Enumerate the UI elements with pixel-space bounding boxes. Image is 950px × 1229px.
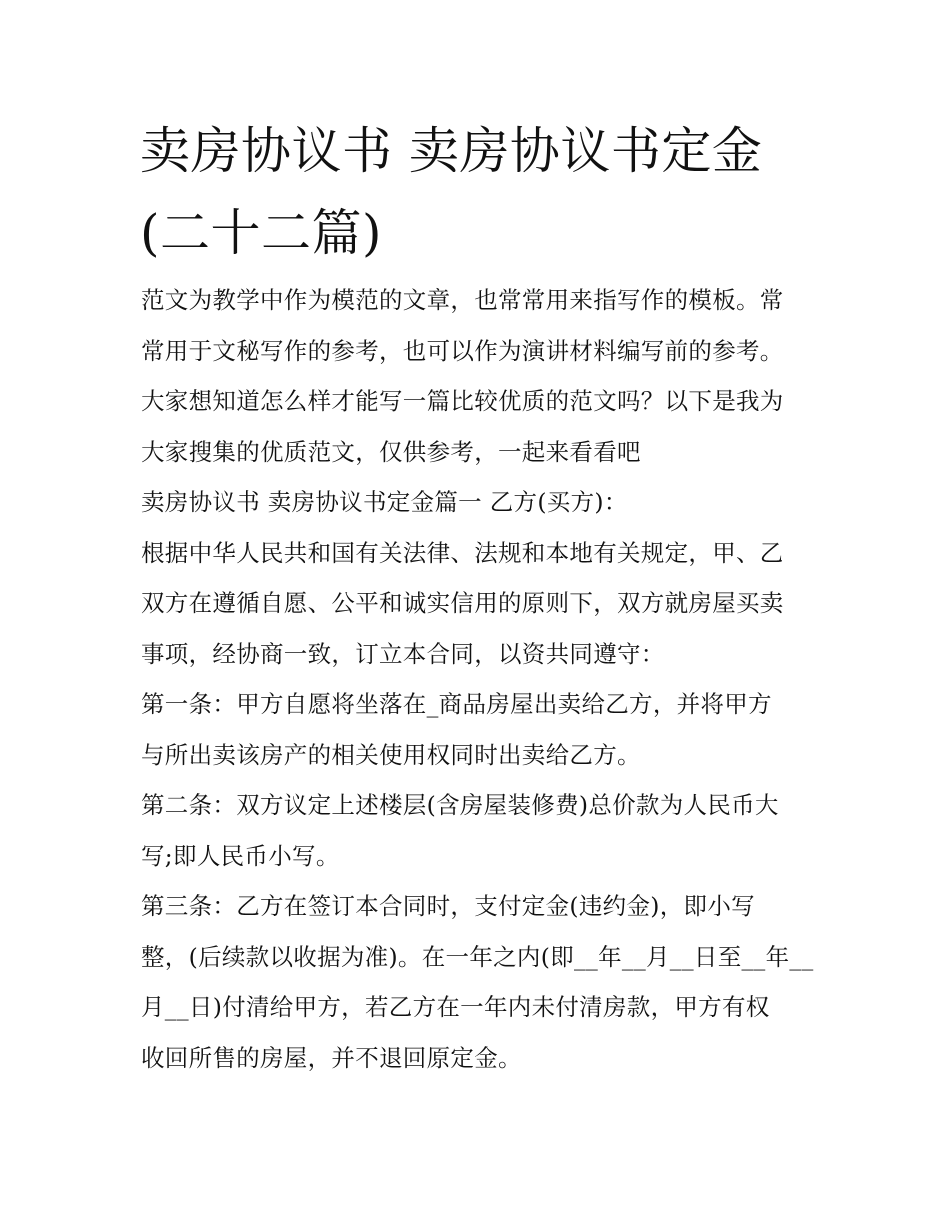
text-line: 常用于文秘写作的参考，也可以作为演讲材料编写前的参考。 bbox=[141, 336, 784, 365]
text-line: 写;即人民币小写。 bbox=[141, 841, 340, 870]
section-heading-paragraph bbox=[141, 483, 821, 522]
text-line: 根据中华人民共和国有关法律、法规和本地有关规定，甲、乙 bbox=[141, 538, 784, 567]
text-line: 大家想知道怎么样才能写一篇比较优质的范文吗？以下是我为 bbox=[141, 387, 784, 415]
text-line: 收回所售的房屋，并不退回原定金。 bbox=[141, 1043, 522, 1072]
text-line: 第一条：甲方自愿将坐落在_商品房屋出卖给乙方，并将甲方 bbox=[141, 690, 772, 718]
article-3-paragraph bbox=[141, 887, 821, 1078]
title-line: (二十二篇) bbox=[140, 204, 383, 262]
title-line: 卖房协议书 卖房协议书定金 bbox=[140, 122, 763, 180]
document-body bbox=[141, 281, 821, 1089]
preamble-paragraph bbox=[141, 534, 821, 674]
text-line: 第三条：乙方在签订本合同时，支付定金(违约金)，即小写 bbox=[141, 892, 755, 920]
text-line: 范文为教学中作为模范的文章，也常常用来指写作的模板。常 bbox=[141, 286, 784, 314]
document-title bbox=[140, 110, 820, 274]
text-line: 卖房协议书 卖房协议书定金篇一 乙方(买方)： bbox=[141, 488, 628, 516]
text-line: 与所出卖该房产的相关使用权同时出卖给乙方。 bbox=[141, 740, 641, 769]
intro-paragraph bbox=[141, 281, 821, 472]
text-line: 双方在遵循自愿、公平和诚实信用的原则下，双方就房屋买卖 bbox=[141, 589, 784, 617]
article-1-paragraph bbox=[141, 685, 821, 775]
text-line: 第二条：双方议定上述楼层(含房屋装修费)总价款为人民币大 bbox=[141, 791, 779, 819]
article-2-paragraph bbox=[141, 786, 821, 876]
text-line: 事项，经协商一致，订立本合同，以资共同遵守： bbox=[141, 639, 665, 668]
text-line: 整，(后续款以收据为准)。在一年之内(即__年__月__日至__年__ bbox=[141, 942, 814, 971]
text-line: 月__日)付清给甲方，若乙方在一年内未付清房款，甲方有权 bbox=[141, 993, 770, 1021]
text-line: 大家搜集的优质范文，仅供参考，一起来看看吧 bbox=[141, 437, 641, 466]
